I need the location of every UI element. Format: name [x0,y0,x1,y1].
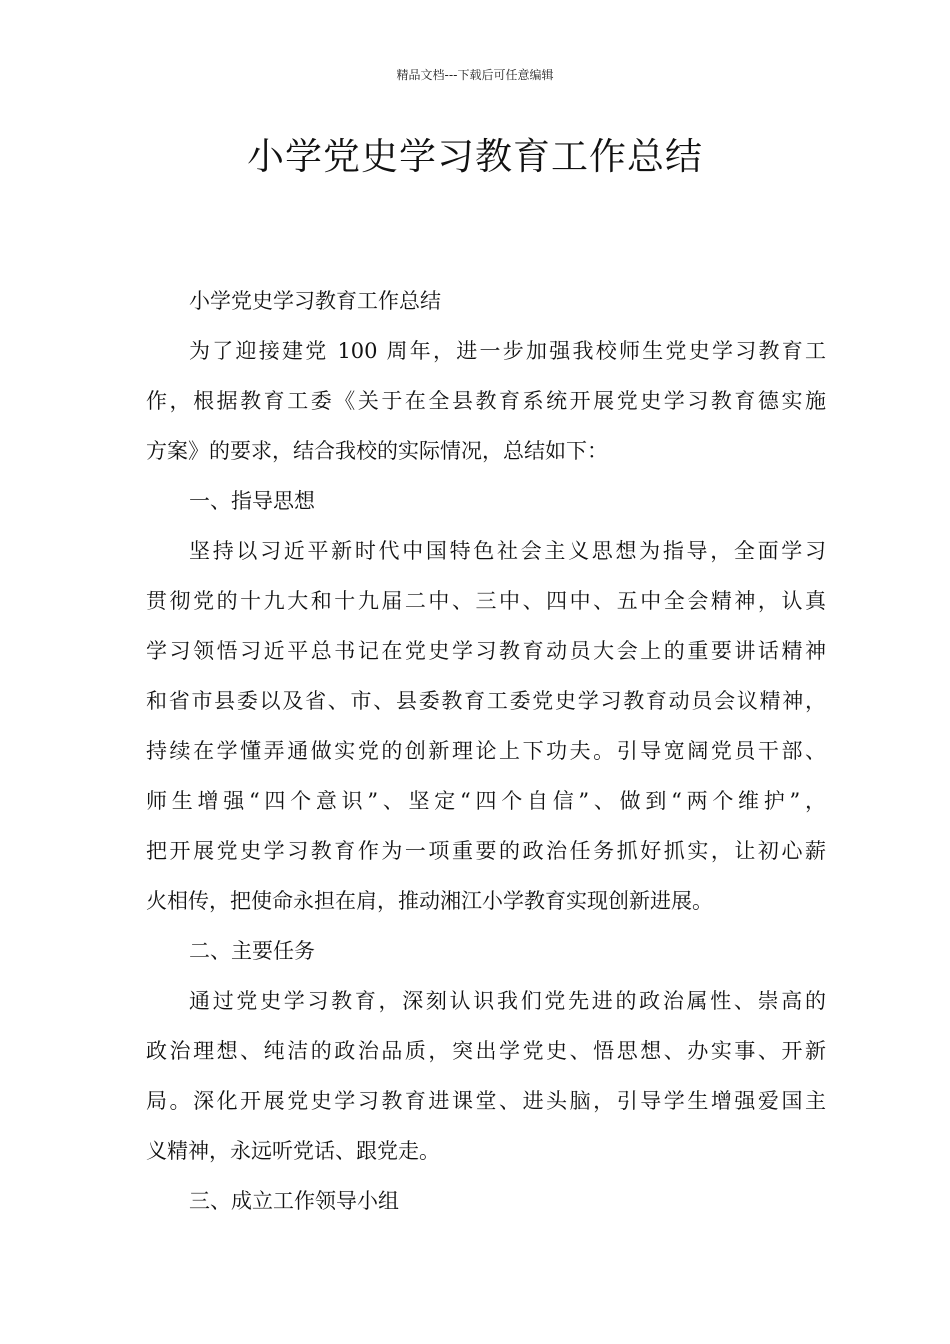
section-heading: 一、指导思想 [189,489,315,513]
intro-line: 为了迎接建党 100 周年，进一步加强我校师生党史学习教育工 [189,339,826,363]
section2-line: 义精神，永远听党话、跟党走。 [146,1139,440,1163]
section-heading: 三、成立工作领导小组 [189,1189,399,1213]
section2-line: 局。深化开展党史学习教育进课堂、进头脑，引导学生增强爱国主 [146,1089,826,1113]
section1-line: 学习领悟习近平总书记在党史学习教育动员大会上的重要讲话精神 [146,639,826,663]
section1-line: 持续在学懂弄通做实党的创新理论上下功夫。引导宽阔党员干部、 [146,739,826,763]
section1-line: 和省市县委以及省、市、县委教育工委党史学习教育动员会议精神， [146,689,826,713]
section1-line: 坚持以习近平新时代中国特色社会主义思想为指导，全面学习 [189,539,826,563]
section2-line: 通过党史学习教育，深刻认识我们党先进的政治属性、崇高的 [189,989,826,1013]
section2-line: 政治理想、纯洁的政治品质，突出学党史、悟思想、办实事、开新 [146,1039,826,1063]
document-subtitle: 小学党史学习教育工作总结 [189,289,441,313]
intro-line: 方案》的要求，结合我校的实际情况，总结如下： [146,439,608,463]
page-header-note: 精品文档---下载后可任意编辑 [396,68,554,82]
section1-line: 贯彻党的十九大和十九届二中、三中、四中、五中全会精神，认真 [146,589,826,613]
section1-line: 把开展党史学习教育作为一项重要的政治任务抓好抓实，让初心薪 [146,839,826,863]
section-heading: 二、主要任务 [189,939,315,963]
document-body [146,276,826,1226]
intro-line: 作，根据教育工委《关于在全县教育系统开展党史学习教育德实施 [146,389,826,413]
section1-line: 火相传，把使命永担在肩，推动湘江小学教育实现创新进展。 [146,889,713,913]
document-title: 小学党史学习教育工作总结 [247,135,703,178]
section1-line: 师生增强“四个意识”、坚定“四个自信”、做到“两个维护”， [146,789,826,813]
